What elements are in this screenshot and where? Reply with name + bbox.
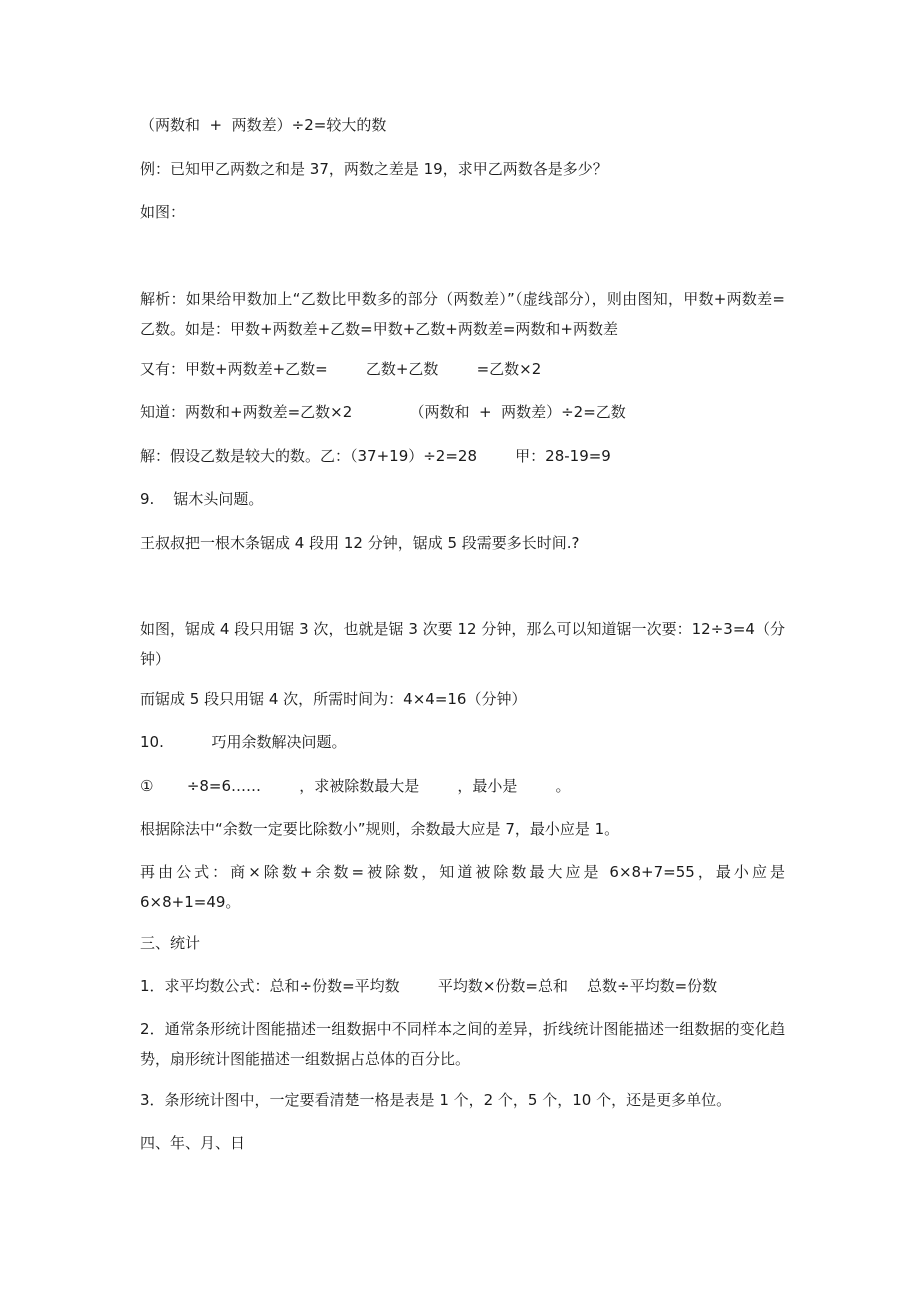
solution-line: 解：假设乙数是较大的数。乙：（37+19）÷2=28 甲：28-19=9 (140, 447, 611, 465)
remainder-question: ① ÷8=6…… ，求被除数最大是 ，最小是 。 (140, 777, 571, 795)
sawing-answer: 而锯成 5 段只用锯 4 次，所需时间为：4×4=16（分钟） (140, 690, 527, 708)
formula-larger-number: （两数和 + 两数差）÷2=较大的数 (140, 116, 387, 134)
sawing-explanation: 如图，锯成 4 段只用锯 3 次，也就是锯 3 次要 12 分钟，那么可以知道锯一次要：12÷3=4（分钟） (140, 620, 785, 668)
example-question: 例：已知甲乙两数之和是 37，两数之差是 19，求甲乙两数各是多少？ (140, 160, 608, 178)
bar-chart-note: 3．条形统计图中，一定要看清楚一格是表是 1 个，2 个，5 个，10 个，还是更多单位。 (140, 1091, 732, 1109)
also-have-line: 又有：甲数+两数差+乙数= 乙数+乙数 =乙数×2 (140, 360, 542, 378)
average-formula: 1．求平均数公式：总和÷份数=平均数 平均数×份数=总和 总数÷平均数=份数 (140, 977, 718, 995)
chart-types-paragraph: 2．通常条形统计图能描述一组数据中不同样本之间的差异，折线统计图能描述一组数据的变化趋势，扇形统计图能描述一组数据占总体的百分比。 (140, 1020, 785, 1068)
section-heading-9: 9. 锯木头问题。 (140, 490, 264, 508)
remainder-formula: 再由公式：商×除数+余数=被除数，知道被除数最大应是 6×8+7=55，最小应是 6×8+1=49。 (140, 863, 790, 911)
analysis-paragraph: 解析：如果给甲数加上“乙数比甲数多的部分（两数差）”（虚线部分），则由图知，甲数+两数差=乙数。如是：甲数+两数差+乙数=甲数+乙数+两数差=两数和+两数差 (140, 290, 785, 338)
sawing-question: 王叔叔把一根木条锯成 4 段用 12 分钟，锯成 5 段需要多长时间.? (140, 534, 580, 552)
section-heading-calendar: 四、年、月、日 (140, 1134, 246, 1152)
section-heading-10: 10. 巧用余数解决问题。 (140, 733, 347, 751)
remainder-rule: 根据除法中“余数一定要比除数小”规则，余数最大应是 7，最小应是 1。 (140, 820, 620, 838)
section-heading-statistics: 三、统计 (140, 934, 201, 952)
figure-caption: 如图： (140, 203, 186, 221)
know-line: 知道：两数和+两数差=乙数×2 （两数和 + 两数差）÷2=乙数 (140, 403, 626, 421)
